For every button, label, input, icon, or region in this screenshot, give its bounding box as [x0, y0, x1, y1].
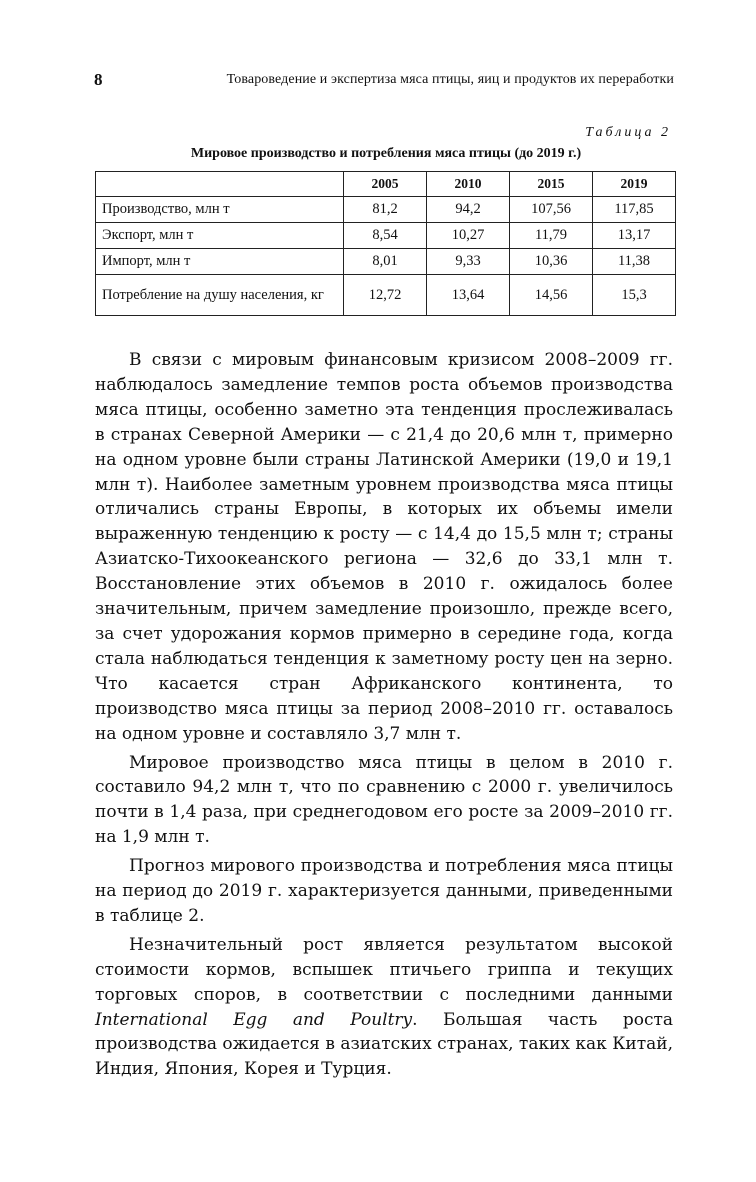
table-cell: 11,79: [510, 223, 593, 249]
table-header-row: [96, 172, 676, 197]
table-row: [96, 197, 676, 223]
column-header: [96, 172, 344, 197]
column-header: 2005: [344, 172, 427, 197]
table-row: [96, 275, 676, 316]
table-cell: 8,01: [344, 249, 427, 275]
table-cell: 94,2: [427, 197, 510, 223]
paragraph: В связи с мировым финансовым кризисом 2008–2009 гг. наблюдалось замедление темпов роста объемов производства мяса птицы, особенно заметно эта тенденция прослеживалась в странах Северной Америки — с 21,4 до 20,6 млн т, примерно на одном уровне были страны Латинской Америки (19,0 и 19,1 млн т). Наиболее заметным уровнем производства мяса птицы отличались страны Европы, в которых их объемы имели выраженную тенденцию к росту — с 14,4 до 15,5 млн т; страны Азиатско-Тихоокеанского региона — 32,6 до 33,1 млн т. Восстановление этих объемов в 2010 г. ожидалось более значительным, причем замедление произошло, прежде всего, за счет удорожания кормов примерно в середине года, когда стала наблюдаться тенденция к заметному росту цен на зерно. Что касается стран Африканского континента, то производство мяса птицы за период 2008–2010 гг. оставалось на одном уровне и составляло 3,7 млн т.: [95, 350, 673, 744]
source-name: International Egg and Poultry: [95, 1009, 413, 1030]
table-title: Мировое производство и потребления мяса птицы (до 2019 г.): [190, 146, 582, 161]
data-table: [95, 171, 676, 316]
table-cell: 15,3: [593, 275, 676, 316]
body-text: [95, 348, 673, 1082]
paragraph-text: . Большая часть роста производства ожидается в азиатских странах, таких как Китай, Индия, Япония, Корея и Турция.: [95, 1009, 673, 1080]
paragraph: [95, 933, 673, 1082]
table-cell: 8,54: [344, 223, 427, 249]
table-row: [96, 249, 676, 275]
paragraph: Прогноз мирового производства и потребления мяса птицы на период до 2019 г. характеризуется данными, приведенными в таблице 2.: [95, 856, 673, 926]
row-label: Потребление на душу населения, кг: [96, 275, 344, 316]
column-header: 2015: [510, 172, 593, 197]
table-cell: 10,27: [427, 223, 510, 249]
row-label: Экспорт, млн т: [96, 223, 344, 249]
paragraph-text: Незначительный рост является результатом высокой стоимости кормов, вспышек птичьего гриппа и текущих торговых споров, в соответствии с последними данными: [95, 934, 673, 1005]
running-title: Товароведение и экспертиза мяса птицы, яиц и продуктов их переработки: [226, 72, 674, 87]
column-header: 2019: [593, 172, 676, 197]
table-cell: 13,17: [593, 223, 676, 249]
table-cell: 107,56: [510, 197, 593, 223]
table-cell: 117,85: [593, 197, 676, 223]
table-cell: 9,33: [427, 249, 510, 275]
table-cell: 81,2: [344, 197, 427, 223]
table-cell: 14,56: [510, 275, 593, 316]
page-header: [94, 70, 674, 96]
row-label: Производство, млн т: [96, 197, 344, 223]
table-cell: 12,72: [344, 275, 427, 316]
table-cell: 11,38: [593, 249, 676, 275]
table-cell: 10,36: [510, 249, 593, 275]
table-row: [96, 223, 676, 249]
row-label: Импорт, млн т: [96, 249, 344, 275]
table-label: Таблица 2: [585, 125, 671, 140]
table-cell: 13,64: [427, 275, 510, 316]
page-number: 8: [94, 70, 103, 89]
column-header: 2010: [427, 172, 510, 197]
paragraph: Мировое производство мяса птицы в целом в 2010 г. составило 94,2 млн т, что по сравнению с 2000 г. увеличилось почти в 1,4 раза, при среднегодовом его росте за 2009–2010 гг. на 1,9 млн т.: [95, 752, 673, 848]
